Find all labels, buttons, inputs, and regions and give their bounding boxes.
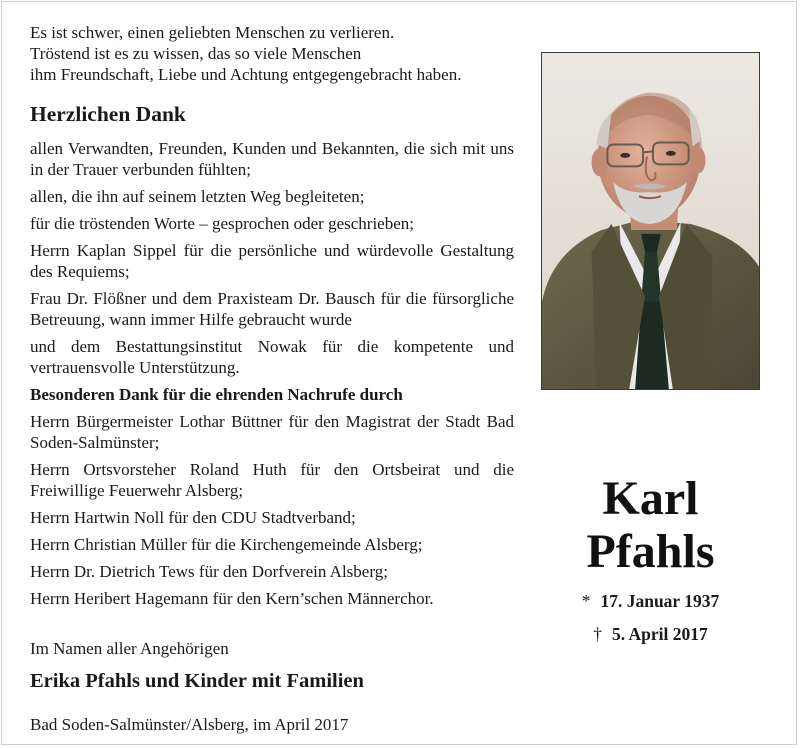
thanks-item: Herrn Kaplan Sippel für die persönliche und würdevolle Gestaltung des Requiems; bbox=[30, 241, 514, 281]
place-date: Bad Soden-Salmünster/Alsberg, im April 2017 bbox=[30, 715, 349, 734]
death-date: 5. April 2017 bbox=[611, 624, 708, 644]
thanks-item: und dem Bestattungsinstitut Nowak für die kompetente und vertrauensvolle Unterstützung. bbox=[30, 337, 514, 377]
intro-line: Tröstend ist es zu wissen, das so viele Menschen bbox=[30, 44, 362, 63]
special-thanks-item: Herrn Hartwin Noll für den CDU Stadtverband; bbox=[30, 508, 356, 527]
birth-symbol: * bbox=[581, 591, 591, 611]
life-dates bbox=[541, 585, 760, 651]
intro-text bbox=[30, 22, 514, 85]
text-column bbox=[30, 22, 514, 735]
closing-line: Im Namen aller Angehörigen bbox=[30, 639, 229, 658]
special-thanks-item: Herrn Heribert Hagemann für den Kern’schen Männerchor. bbox=[30, 589, 434, 608]
thanks-item: Frau Dr. Flößner und dem Praxisteam Dr. Bausch für die fürsorgliche Betreuung, wann immer Hilfe gebraucht wurde bbox=[30, 289, 514, 329]
birth-date-line bbox=[541, 585, 760, 618]
special-thanks-item: Herrn Bürgermeister Lothar Büttner für den Magistrat der Stadt Bad Soden-Salmünster; bbox=[30, 412, 514, 452]
last-name: Pfahls bbox=[586, 525, 715, 578]
death-symbol: † bbox=[593, 624, 602, 644]
special-thanks-item: Herrn Ortsvorsteher Roland Huth für den Ortsbeirat und die Freiwillige Feuerwehr Alsberg; bbox=[30, 460, 514, 500]
birth-date: 17. Januar 1937 bbox=[600, 591, 720, 611]
death-date-line bbox=[541, 618, 760, 651]
portrait-illustration bbox=[542, 53, 759, 389]
intro-line: ihm Freundschaft, Liebe und Achtung entgegengebracht haben. bbox=[30, 65, 462, 84]
special-thanks-item: Herrn Dr. Dietrich Tews für den Dorfverein Alsberg; bbox=[30, 562, 388, 581]
thanks-item: für die tröstenden Worte – gesprochen oder geschrieben; bbox=[30, 214, 414, 233]
special-thanks-heading: Besonderen Dank für die ehrenden Nachrufe durch bbox=[30, 385, 403, 404]
family-signature: Erika Pfahls und Kinder mit Familien bbox=[30, 670, 364, 692]
thanks-heading: Herzlichen Dank bbox=[30, 102, 186, 126]
portrait-photo bbox=[541, 52, 760, 390]
special-thanks-item: Herrn Christian Müller für die Kirchengemeinde Alsberg; bbox=[30, 535, 423, 554]
deceased-name bbox=[541, 472, 760, 578]
intro-line: Es ist schwer, einen geliebten Menschen zu verlieren. bbox=[30, 23, 395, 42]
first-name: Karl bbox=[602, 472, 699, 525]
thanks-item: allen, die ihn auf seinem letzten Weg begleiteten; bbox=[30, 187, 365, 206]
thanks-item: allen Verwandten, Freunden, Kunden und Bekannten, die sich mit uns in der Trauer verbunden fühlten; bbox=[30, 139, 514, 179]
